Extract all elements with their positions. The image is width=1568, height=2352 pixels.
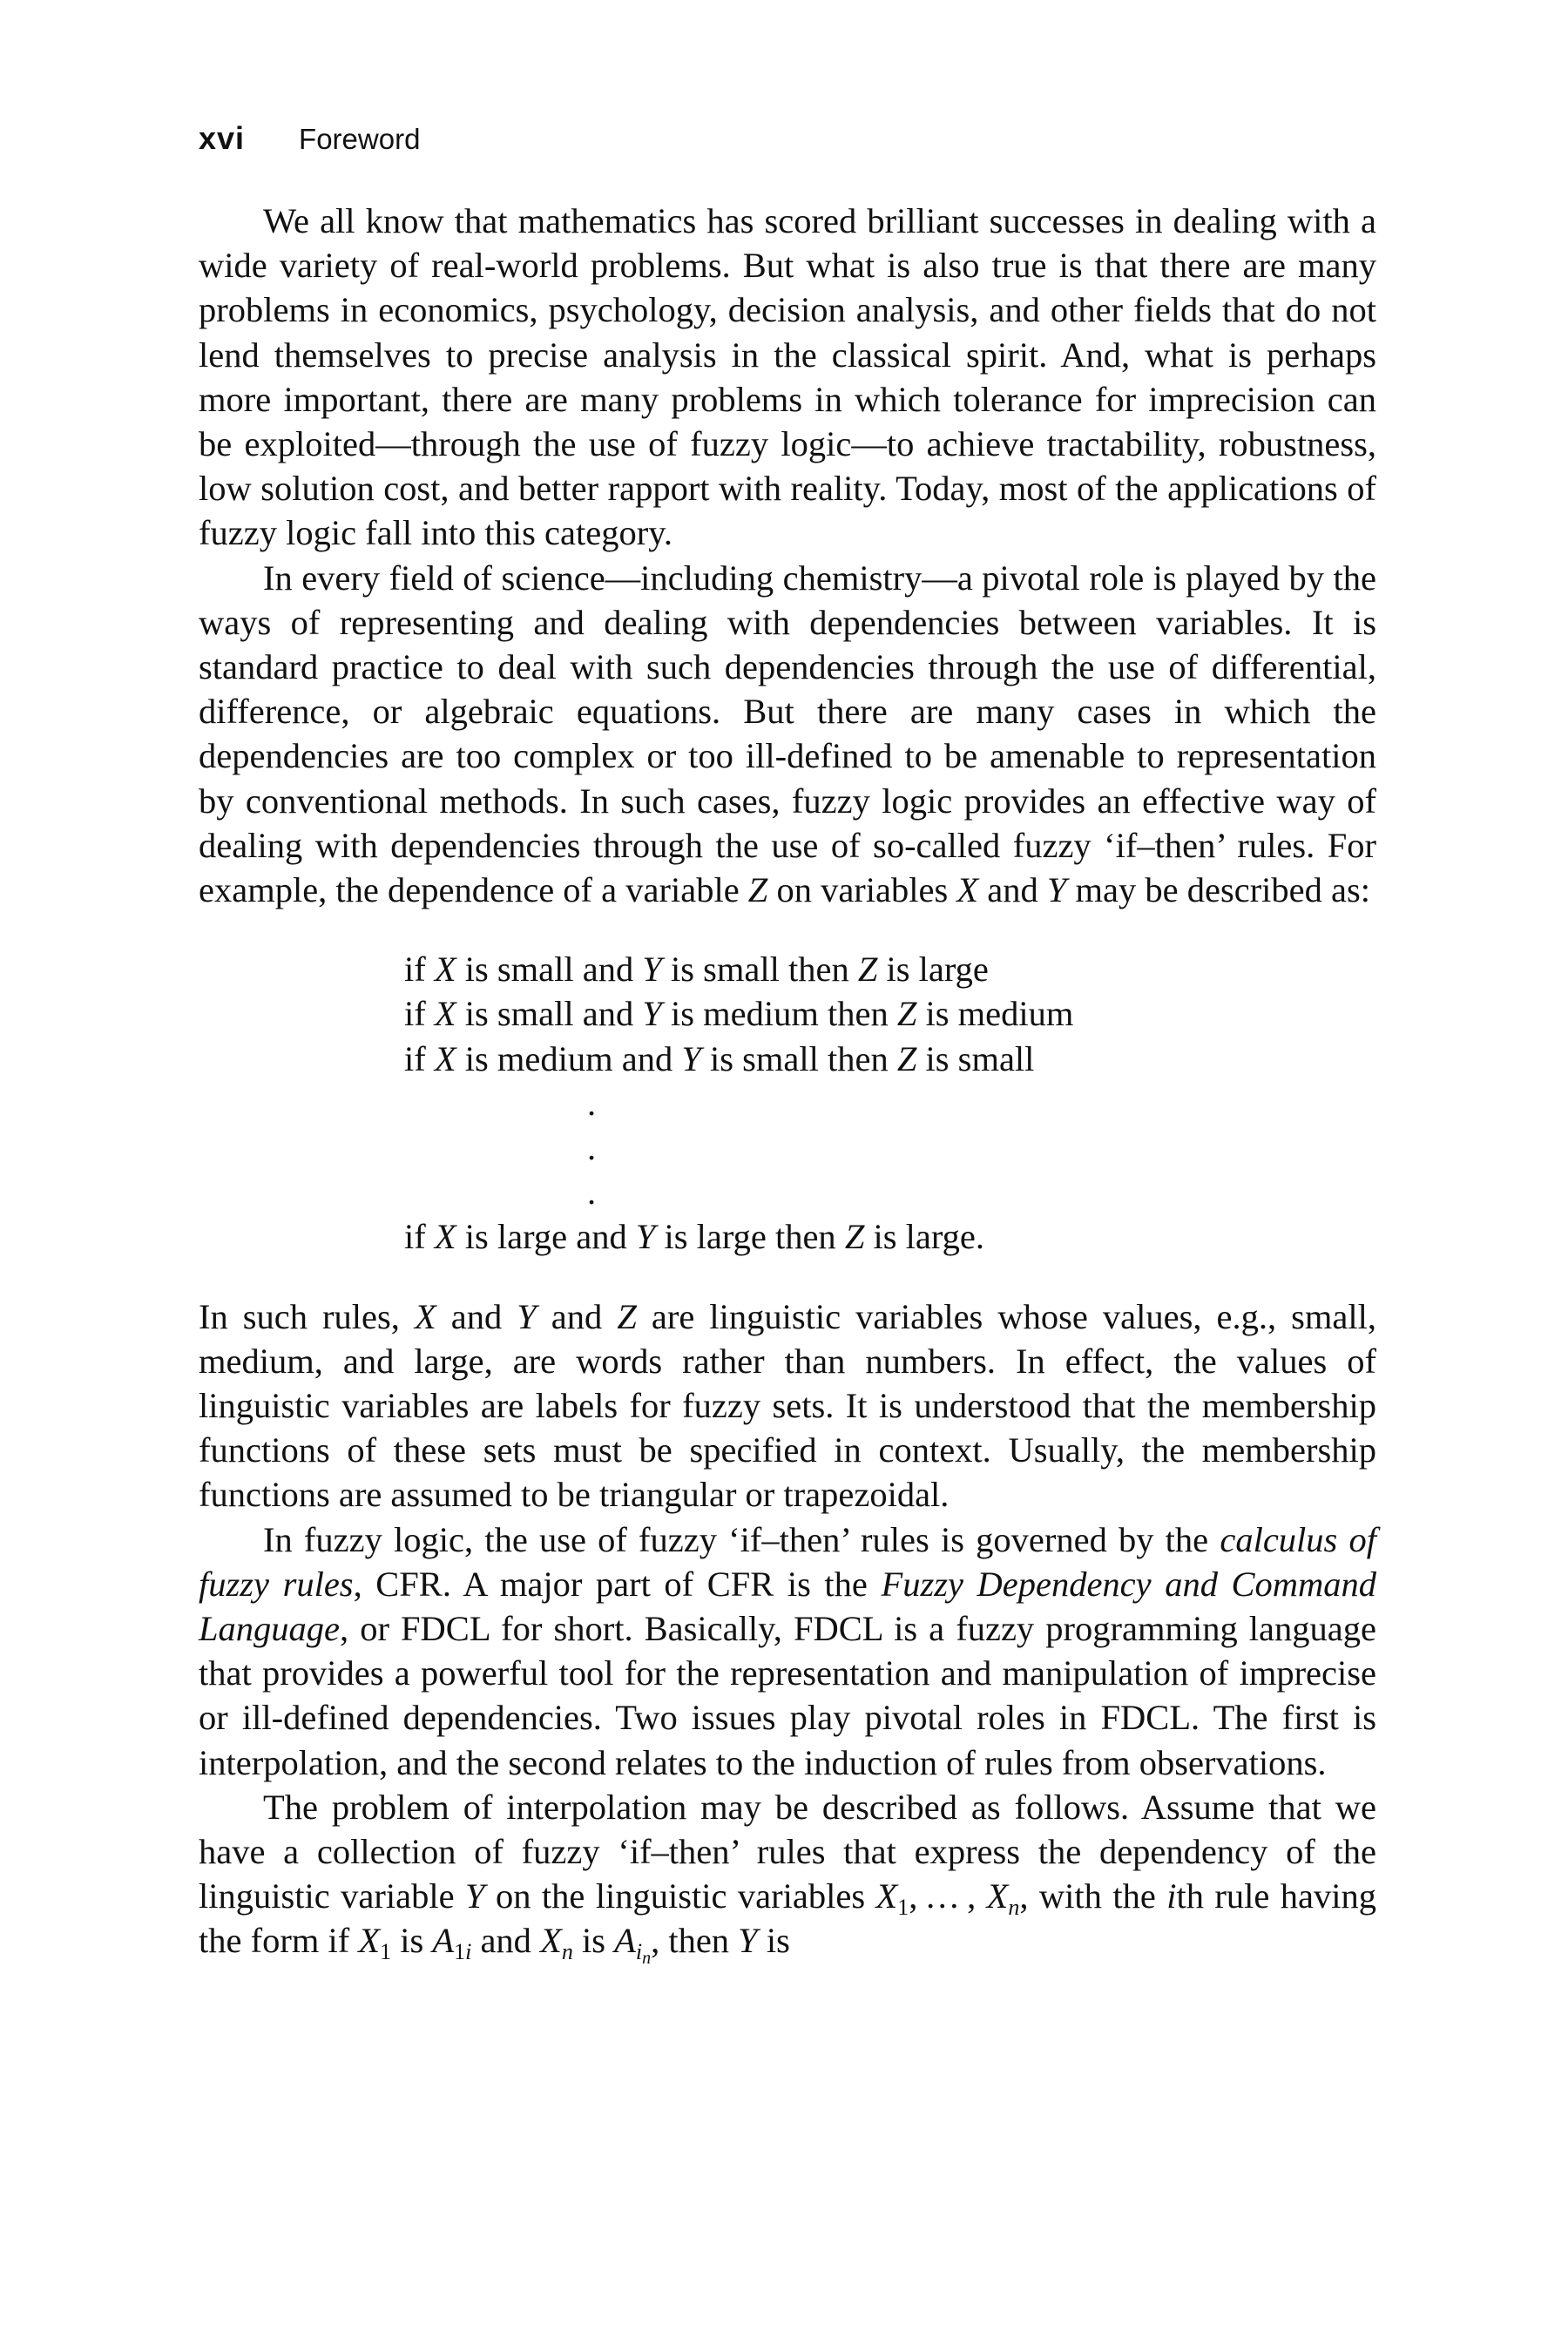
- rule-text: is large then: [655, 1217, 845, 1257]
- paragraph-2-text: In every field of science—including chemistry—a pivotal role is played by the ways of representing and dealing with dependencies between variables. It is standard practice to deal with such dependencies through the use of differential, difference, or algebraic equations. But there are many cases in which the dependencies are too complex or too ill-defined to be amenable to representation by conventional methods. In such cases, fuzzy logic provides an effective way of dealing with dependencies through the use of so-called fuzzy ‘if–then’ rules. For example, the dependence of a variable: [199, 558, 1376, 910]
- math-subscript: n: [561, 1939, 573, 1965]
- math-variable: X: [956, 870, 979, 910]
- math-variable: X: [434, 950, 456, 990]
- math-variable: X: [986, 1876, 1009, 1916]
- math-variable: A: [614, 1921, 636, 1961]
- math-variable: Y: [635, 1217, 656, 1257]
- rule-line: [404, 1037, 1376, 1081]
- paragraph-4: [199, 1517, 1376, 1785]
- rule-text: is medium then: [661, 994, 897, 1034]
- page-header: [199, 120, 420, 157]
- math-variable: Y: [738, 1921, 758, 1961]
- math-variable: i: [1166, 1876, 1177, 1916]
- rule-text: is small and: [456, 950, 643, 990]
- math-variable: Z: [857, 950, 878, 990]
- math-subscript-part: n: [642, 1949, 652, 1969]
- paragraph-5-text: is: [391, 1921, 433, 1961]
- paragraph-1: [199, 199, 1376, 556]
- paragraph-3-text: In such rules,: [199, 1296, 415, 1336]
- page-number: xvi: [199, 120, 246, 156]
- rule-text: is medium and: [456, 1038, 682, 1078]
- math-subscript: [635, 1939, 652, 1969]
- ellipsis-dot: .: [587, 1173, 597, 1213]
- rule-text: if: [404, 950, 435, 990]
- math-subscript-part: i: [465, 1939, 472, 1965]
- emphasis-term: Fuzzy Dependency and Command Language: [199, 1564, 1377, 1648]
- paragraph-2-text: may be described as:: [1066, 870, 1371, 910]
- math-variable: Z: [747, 870, 768, 910]
- rule-text: if: [404, 1038, 435, 1078]
- rule-text: if: [404, 1217, 435, 1257]
- paragraph-3: [199, 1294, 1376, 1517]
- paragraph-2-text: and: [978, 870, 1047, 910]
- rule-text: is large: [877, 950, 989, 990]
- paragraph-1-text: We all know that mathematics has scored brilliant successes in dealing with a wide variety of real-world problems. But what is also true is that there are many problems in economics, psychology, decision analysis, and other fields that do not lend themselves to precise analysis in the classical spirit. And, what is perhaps more important, there are many problems in which tolerance for imprecision can be exploited—through the use of fuzzy logic—to achieve tractability, robustness, low solution cost, and better rapport with reality. Today, most of the applications of fuzzy logic fall into this category.: [199, 201, 1376, 553]
- paragraph-4-text: In fuzzy logic, the use of fuzzy ‘if–then’ rules is governed by the: [263, 1519, 1220, 1559]
- rule-text: if: [404, 994, 435, 1034]
- rule-list: [404, 947, 1376, 1259]
- math-subscript-part: 1: [454, 1939, 466, 1965]
- paragraph-5-text: and: [471, 1921, 541, 1961]
- paragraph-5: [199, 1785, 1377, 1969]
- ellipsis-dot: .: [587, 1083, 597, 1123]
- rule-text: is large.: [864, 1217, 984, 1257]
- math-subscript: [454, 1939, 471, 1964]
- paragraph-5-text: , with the: [1019, 1876, 1167, 1916]
- math-subscript: 1: [380, 1939, 392, 1965]
- ellipsis-dot: .: [587, 1128, 597, 1167]
- paragraph-3-text: and: [536, 1296, 618, 1336]
- math-variable: X: [540, 1921, 562, 1961]
- math-variable: Z: [617, 1296, 637, 1336]
- paragraph-2: [199, 556, 1376, 913]
- math-variable: Y: [517, 1296, 537, 1336]
- math-variable: Y: [465, 1876, 485, 1916]
- paragraph-5-text: , then: [651, 1921, 739, 1961]
- math-variable: Z: [896, 1038, 917, 1078]
- math-variable: Z: [844, 1217, 865, 1257]
- paragraph-5-text: , … ,: [909, 1876, 987, 1916]
- math-variable: X: [434, 994, 456, 1034]
- math-variable: X: [358, 1921, 381, 1961]
- math-variable: Z: [896, 994, 917, 1034]
- rule-text: is large and: [456, 1217, 636, 1257]
- rule-text: is small and: [456, 994, 643, 1034]
- paragraph-4-text: , CFR. A major part of CFR is the: [353, 1564, 882, 1604]
- math-subscript-part: i: [635, 1939, 643, 1965]
- rule-line: [404, 991, 1376, 1036]
- math-variable: Y: [1046, 870, 1067, 910]
- rule-text: is small then: [661, 950, 858, 990]
- math-variable: X: [434, 1217, 456, 1257]
- paragraph-5-text: The problem of interpolation may be described as follows. Assume that we have a collection of fuzzy ‘if–then’ rules that express the dependency of the linguistic variable: [199, 1787, 1376, 1916]
- paragraph-4-text: , or FDCL for short. Basically, FDCL is a fuzzy programming language that provides a powerful tool for the representation and manipulation of imprecise or ill-defined dependencies. Two issues play pivotal roles in FDCL. The first is interpolation, and the second relates to the induction of rules from observations.: [199, 1608, 1376, 1782]
- math-variable: A: [432, 1921, 455, 1961]
- math-variable: Y: [681, 1038, 701, 1078]
- math-variable: Y: [642, 950, 662, 990]
- emphasis-term: calculus of fuzzy rules: [199, 1519, 1376, 1604]
- rule-text: is medium: [916, 994, 1074, 1034]
- math-variable: X: [414, 1296, 436, 1336]
- paragraph-5-text: on the linguistic variables: [484, 1876, 876, 1916]
- paragraph-2-text: on variables: [767, 870, 957, 910]
- math-variable: X: [875, 1876, 898, 1916]
- paragraph-3-text: are linguistic variables whose values, e.g., small, medium, and large, are words rather than numbers. In effect, the values of linguistic variables are labels for fuzzy sets. It is understood that the membership functions of these sets must be specified in context. Usually, the membership functions are assumed to be triangular or trapezoidal.: [199, 1296, 1376, 1515]
- paragraph-3-text: and: [436, 1296, 517, 1336]
- rule-text: is small: [916, 1038, 1035, 1078]
- body-text: [199, 199, 1377, 1969]
- math-variable: Y: [642, 994, 662, 1034]
- vertical-ellipsis: [587, 1081, 605, 1215]
- math-variable: X: [434, 1038, 456, 1078]
- rule-line: [404, 1214, 1376, 1259]
- rule-line: [404, 947, 1376, 991]
- math-subscript: n: [1008, 1895, 1020, 1921]
- rule-text: is small then: [700, 1038, 897, 1078]
- paragraph-5-text: is: [572, 1921, 615, 1961]
- paragraph-5-text: is: [757, 1921, 790, 1961]
- math-subscript: 1: [897, 1895, 909, 1921]
- paragraph-5-text: th rule having the form if: [199, 1876, 1377, 1961]
- running-head: Foreword: [299, 123, 421, 155]
